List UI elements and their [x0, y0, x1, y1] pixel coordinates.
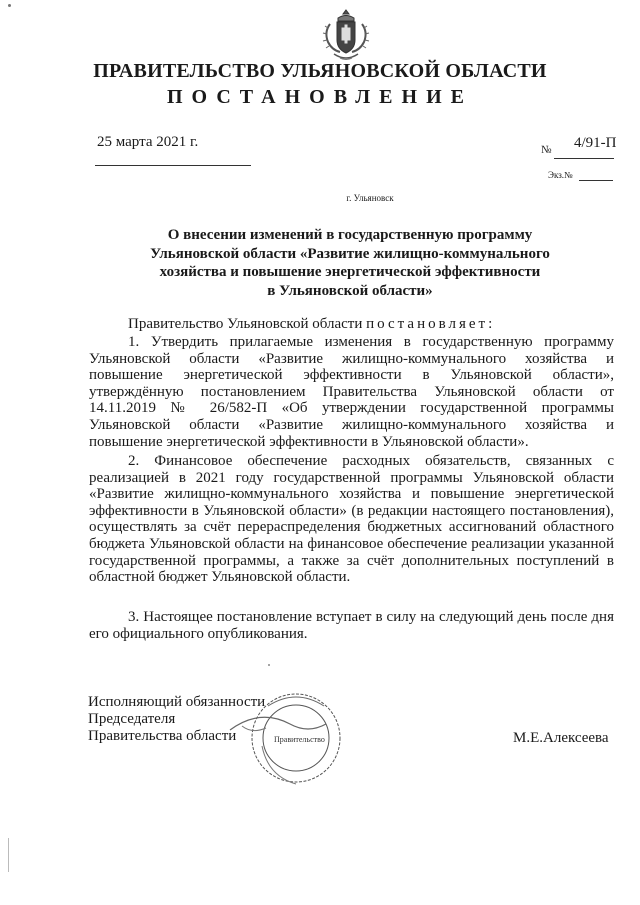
- coat-of-arms-emblem: [320, 6, 372, 64]
- intro-decree-word: постановляет:: [366, 316, 496, 332]
- official-stamp: [222, 686, 342, 794]
- paragraph-2: [89, 453, 614, 586]
- stamp-text: Правительство: [274, 735, 325, 744]
- signer-name: М.Е.Алексеева: [513, 730, 609, 746]
- intro-lead: Правительство Ульяновской области: [128, 316, 367, 332]
- position-line: Председателя: [88, 711, 176, 727]
- date-underline: [95, 165, 251, 166]
- paragraph-text: 3. Настоящее постановление вступает в силу на следующий день после дня его официального опубликования.: [89, 609, 614, 642]
- scan-speck: [268, 664, 270, 666]
- position-line: Исполняющий обязанности: [88, 694, 266, 710]
- paragraph-1: [89, 334, 614, 450]
- scan-margin-mark: [8, 838, 11, 872]
- document-date: 25 марта 2021 г.: [97, 134, 199, 150]
- government-name: ПРАВИТЕЛЬСТВО УЛЬЯНОВСКОЙ ОБЛАСТИ: [93, 60, 547, 82]
- paragraph-3: [89, 609, 614, 642]
- resolution-intro: [89, 316, 614, 333]
- document-number: 4/91-П: [574, 135, 617, 151]
- paragraph-text: 1. Утвердить прилагаемые изменения в государственную программу Ульяновской области «Развитие жилищно-коммунального хозяйства и повышение энергетической эффективности в Ульяновской области», утверждённую постановлением Правительства Ульяновской области от 14.11.2019 № 26/582-П «Об утверждении государственной программы Ульяновской области «Развитие жилищно-коммунального хозяйства и повышение энергетической эффективности в Ульяновской области».: [89, 334, 614, 450]
- document-subject: [130, 226, 570, 300]
- subject-line: хозяйства и повышение энергетической эффективности: [159, 264, 541, 280]
- number-sign: №: [541, 144, 552, 156]
- subject-line: в Ульяновской области»: [267, 282, 433, 299]
- scan-speck: [8, 4, 11, 7]
- subject-line: О внесении изменений в государственную программу: [167, 227, 533, 243]
- paragraph-text: 2. Финансовое обеспечение расходных обязательств, связанных с реализацией в 2021 году государственной программы Ульяновской области «Развитие жилищно-коммунального хозяйства и повышение энергетической эффективности в Ульяновской области» (в редакции настоящего постановления), осуществлять за счёт перераспределения бюджетных ассигнований областного бюджета Ульяновской области на финансовое обеспечение реализации указанной государственной программы, а также за счёт дополнительных поступлений в областной бюджет Ульяновской области.: [89, 453, 614, 586]
- number-underline: [554, 158, 614, 159]
- copy-number-underline: [579, 180, 613, 181]
- document-type: ПОСТАНОВЛЕНИЕ: [167, 86, 473, 108]
- subject-line: Ульяновской области «Развитие жилищно-коммунального: [150, 245, 550, 262]
- position-line: Правительства области: [88, 728, 237, 744]
- city: г. Ульяновск: [346, 193, 394, 203]
- copy-number-label: Экз.№: [548, 170, 573, 180]
